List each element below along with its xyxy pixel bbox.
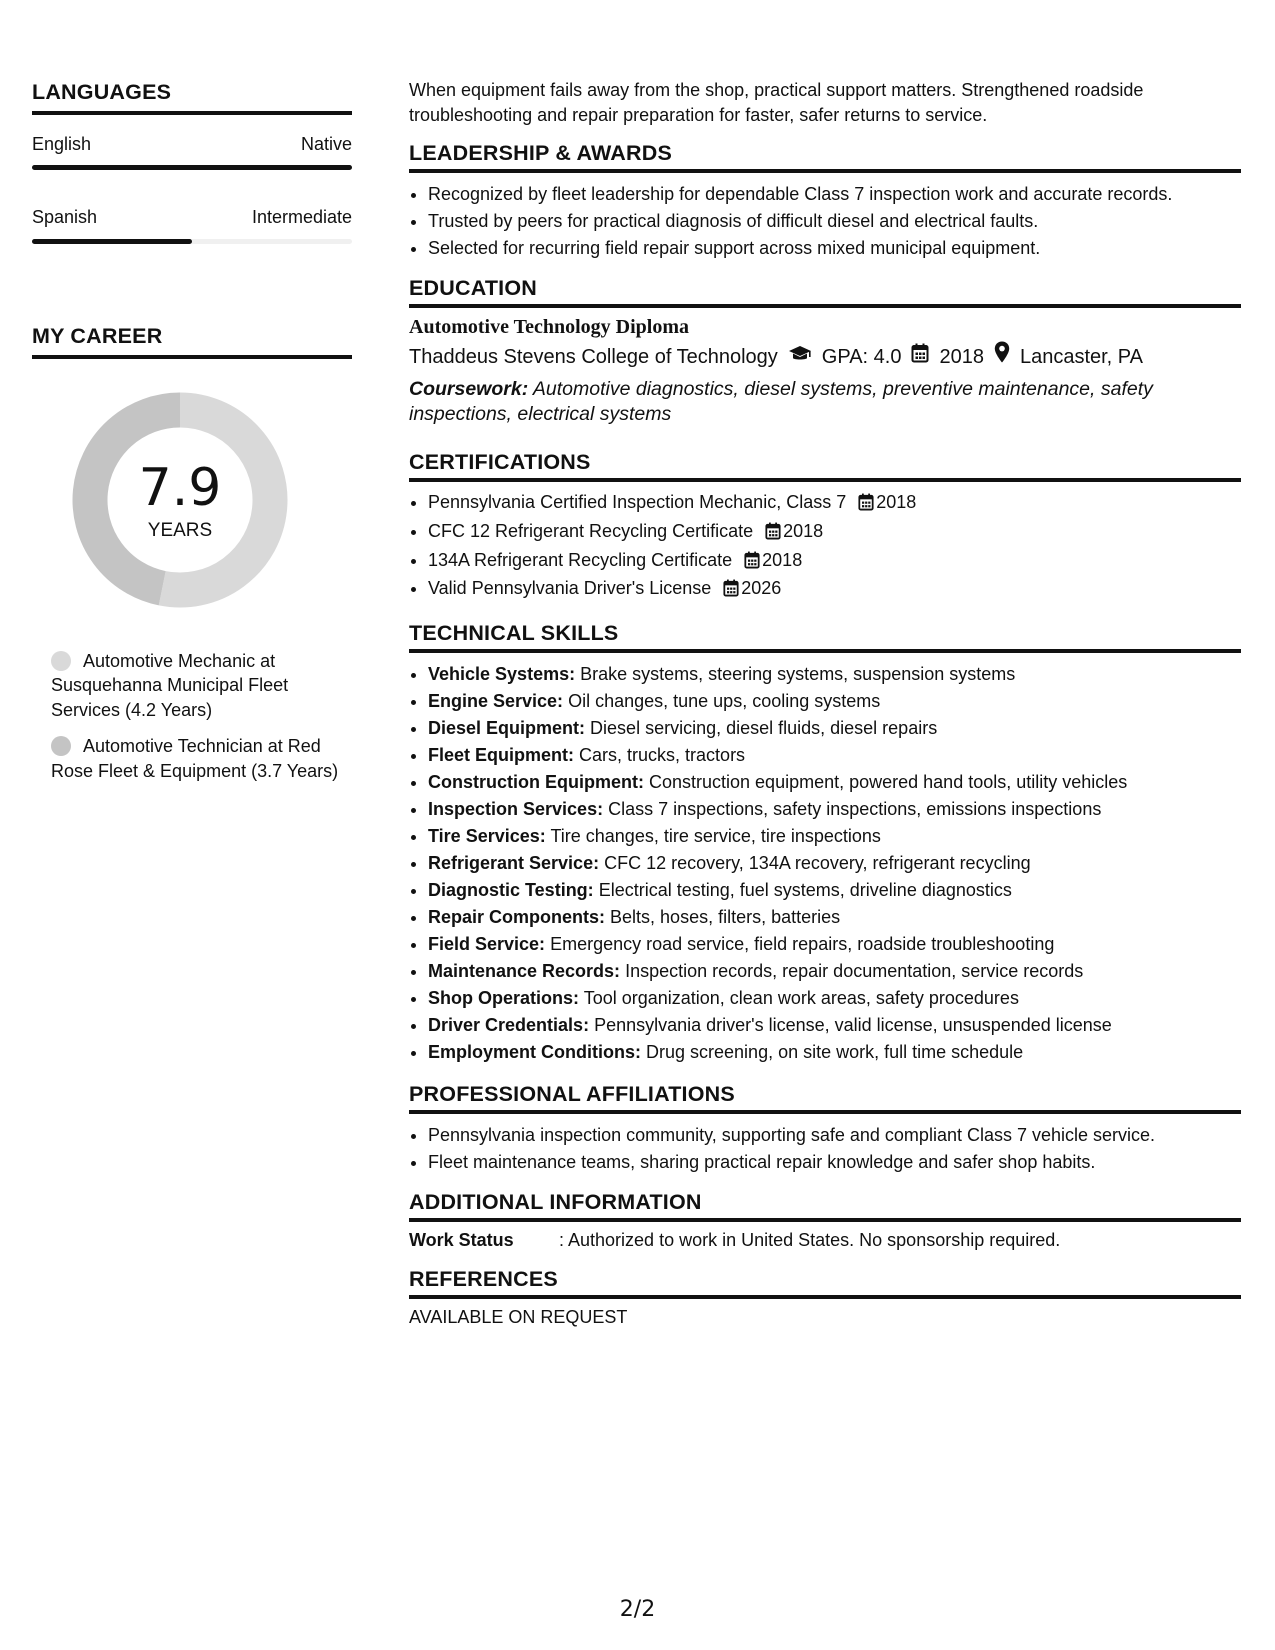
certification-name: 134A Refrigerant Recycling Certificate bbox=[428, 549, 733, 570]
leadership-list bbox=[409, 181, 1241, 262]
skill-item bbox=[428, 904, 1241, 931]
skill-item bbox=[428, 715, 1241, 742]
career-total-value: 7.9 bbox=[138, 457, 222, 518]
education-school: Thaddeus Stevens College of Technology bbox=[409, 346, 778, 368]
career-legend bbox=[51, 649, 351, 784]
page-number: 2/2 bbox=[619, 1597, 656, 1622]
language-proficiency-bar bbox=[32, 165, 352, 170]
education-details bbox=[409, 341, 1241, 373]
language-item bbox=[32, 206, 352, 243]
certification-year: 2018 bbox=[783, 520, 824, 541]
skills-list bbox=[409, 661, 1241, 1066]
career-total-unit: YEARS bbox=[147, 519, 213, 541]
career-section bbox=[32, 324, 352, 784]
references-text: AVAILABLE ON REQUEST bbox=[409, 1307, 628, 1328]
education-gpa: GPA: 4.0 bbox=[821, 346, 902, 368]
language-level: Intermediate bbox=[251, 207, 352, 228]
skill-text: Emergency road service, field repairs, roadside troubleshooting bbox=[550, 934, 1055, 955]
skill-item bbox=[428, 769, 1241, 796]
education-year: 2018 bbox=[939, 346, 984, 368]
skill-item bbox=[428, 958, 1241, 985]
language-name: Spanish bbox=[32, 207, 98, 228]
language-item bbox=[32, 133, 352, 170]
list-item: • Recognized by fleet leadership for dependable Class 7 inspection work and accurate records. bbox=[428, 181, 1241, 208]
list-item: • Selected for recurring field repair support across mixed municipal equipment. bbox=[428, 235, 1241, 262]
skill-text: Tool organization, clean work areas, safety procedures bbox=[583, 988, 1019, 1009]
skill-text: Cars, trucks, tractors bbox=[579, 745, 746, 766]
education-coursework bbox=[409, 377, 1241, 426]
skill-item bbox=[428, 1039, 1241, 1066]
skill-item bbox=[428, 823, 1241, 850]
career-legend-item bbox=[51, 649, 351, 723]
work-status-value: : Authorized to work in United States. No sponsorship required. bbox=[559, 1230, 1061, 1251]
skill-text: Diesel servicing, diesel fluids, diesel repairs bbox=[590, 718, 938, 739]
skill-item bbox=[428, 688, 1241, 715]
skill-label: Fleet Equipment: bbox=[428, 745, 575, 766]
skill-text: Construction equipment, powered hand tools, utility vehicles bbox=[649, 772, 1128, 793]
certification-item bbox=[428, 548, 1241, 577]
skill-item bbox=[428, 985, 1241, 1012]
sidebar bbox=[32, 80, 352, 795]
skill-item bbox=[428, 661, 1241, 688]
calendar-icon bbox=[723, 579, 739, 605]
skill-text: Electrical testing, fuel systems, driveline diagnostics bbox=[598, 880, 1012, 901]
education-heading: EDUCATION bbox=[409, 276, 1241, 308]
coursework-label: Coursework: bbox=[409, 378, 529, 400]
certification-item bbox=[428, 576, 1241, 605]
skill-label: Diesel Equipment: bbox=[428, 718, 586, 739]
skill-item bbox=[428, 742, 1241, 769]
skill-text: Drug screening, on site work, full time schedule bbox=[646, 1042, 1024, 1063]
skill-label: Repair Components: bbox=[428, 907, 606, 928]
education-degree: Automotive Technology Diploma bbox=[409, 316, 690, 338]
skill-label: Driver Credentials: bbox=[428, 1015, 590, 1036]
skill-item bbox=[428, 877, 1241, 904]
calendar-icon bbox=[744, 551, 760, 577]
certifications-heading: CERTIFICATIONS bbox=[409, 450, 1241, 482]
certification-name: Pennsylvania Certified Inspection Mechanic, Class 7 bbox=[428, 492, 847, 512]
affiliations-list bbox=[409, 1122, 1241, 1176]
coursework-text: Automotive diagnostics, diesel systems, preventive maintenance, safety inspections, electrical systems bbox=[409, 378, 1153, 425]
calendar-icon bbox=[765, 522, 781, 548]
career-legend-item bbox=[51, 734, 351, 783]
certification-item bbox=[428, 519, 1241, 548]
education-location: Lancaster, PA bbox=[1019, 346, 1143, 368]
additional-info-row bbox=[409, 1230, 1241, 1251]
skill-label: Shop Operations: bbox=[428, 988, 580, 1009]
skill-item bbox=[428, 850, 1241, 877]
skill-text: Belts, hoses, filters, batteries bbox=[610, 907, 841, 928]
language-proficiency-bar bbox=[32, 239, 352, 244]
certifications-list bbox=[409, 490, 1241, 605]
skill-label: Employment Conditions: bbox=[428, 1042, 641, 1063]
skill-label: Construction Equipment: bbox=[428, 772, 644, 793]
skill-label: Engine Service: bbox=[428, 691, 564, 712]
intro-paragraph: When equipment fails away from the shop, practical support matters. Strengthened roadside troubleshooting and repair preparation for faster, safer returns to service. bbox=[409, 80, 1144, 125]
calendar-icon bbox=[911, 341, 929, 373]
language-proficiency-fill bbox=[32, 165, 352, 170]
skill-label: Refrigerant Service: bbox=[428, 853, 600, 874]
skill-text: Inspection records, repair documentation, service records bbox=[625, 961, 1084, 982]
certification-name: Valid Pennsylvania Driver's License bbox=[428, 578, 712, 599]
language-proficiency-fill bbox=[32, 239, 192, 244]
references-heading: REFERENCES bbox=[409, 1267, 1241, 1299]
list-item: • Trusted by peers for practical diagnosis of difficult diesel and electrical faults. bbox=[428, 208, 1241, 235]
certification-item bbox=[428, 490, 1241, 519]
languages-heading: LANGUAGES bbox=[32, 80, 352, 115]
skill-item bbox=[428, 931, 1241, 958]
skill-label: Diagnostic Testing: bbox=[428, 880, 594, 901]
certification-name: CFC 12 Refrigerant Recycling Certificate bbox=[428, 520, 754, 541]
skill-text: Pennsylvania driver's license, valid license, unsuspended license bbox=[594, 1015, 1112, 1036]
skill-label: Tire Services: bbox=[428, 826, 546, 847]
career-heading: MY CAREER bbox=[32, 324, 352, 359]
certification-year: 2018 bbox=[762, 549, 803, 570]
skill-text: Class 7 inspections, safety inspections, emissions inspections bbox=[608, 799, 1102, 820]
main-content bbox=[409, 78, 1241, 1328]
skill-text: Tire changes, tire service, tire inspections bbox=[550, 826, 881, 847]
skill-label: Inspection Services: bbox=[428, 799, 604, 820]
additional-info-heading: ADDITIONAL INFORMATION bbox=[409, 1190, 1241, 1222]
graduation-cap-icon bbox=[788, 341, 812, 373]
leadership-heading: LEADERSHIP & AWARDS bbox=[409, 141, 1241, 173]
location-pin-icon bbox=[994, 341, 1010, 373]
language-level: Native bbox=[300, 134, 352, 154]
skill-item bbox=[428, 1012, 1241, 1039]
work-status-label: Work Status bbox=[409, 1230, 514, 1251]
skill-item bbox=[428, 796, 1241, 823]
legend-dot-icon bbox=[51, 651, 71, 671]
career-donut-chart bbox=[67, 387, 293, 613]
career-entry-text: Automotive Mechanic at Susquehanna Municipal Fleet Services (4.2 Years) bbox=[51, 650, 289, 720]
certification-year: 2018 bbox=[876, 492, 917, 512]
calendar-icon bbox=[858, 493, 874, 519]
career-entry-text: Automotive Technician at Red Rose Fleet & Equipment (3.7 Years) bbox=[51, 736, 339, 781]
language-name: English bbox=[32, 134, 92, 154]
skills-heading: TECHNICAL SKILLS bbox=[409, 621, 1241, 653]
skill-label: Maintenance Records: bbox=[428, 961, 621, 982]
skill-text: Brake systems, steering systems, suspension systems bbox=[580, 664, 1016, 685]
list-item: • Fleet maintenance teams, sharing practical repair knowledge and safer shop habits. bbox=[428, 1149, 1241, 1176]
certification-year: 2026 bbox=[741, 578, 782, 599]
legend-dot-icon bbox=[51, 736, 71, 756]
list-item: • Pennsylvania inspection community, supporting safe and compliant Class 7 vehicle service. bbox=[428, 1122, 1241, 1149]
skill-label: Vehicle Systems: bbox=[428, 664, 576, 685]
skill-text: Oil changes, tune ups, cooling systems bbox=[568, 691, 881, 712]
affiliations-heading: PROFESSIONAL AFFILIATIONS bbox=[409, 1082, 1241, 1114]
skill-text: CFC 12 recovery, 134A recovery, refrigerant recycling bbox=[604, 853, 1031, 874]
skill-label: Field Service: bbox=[428, 934, 546, 955]
